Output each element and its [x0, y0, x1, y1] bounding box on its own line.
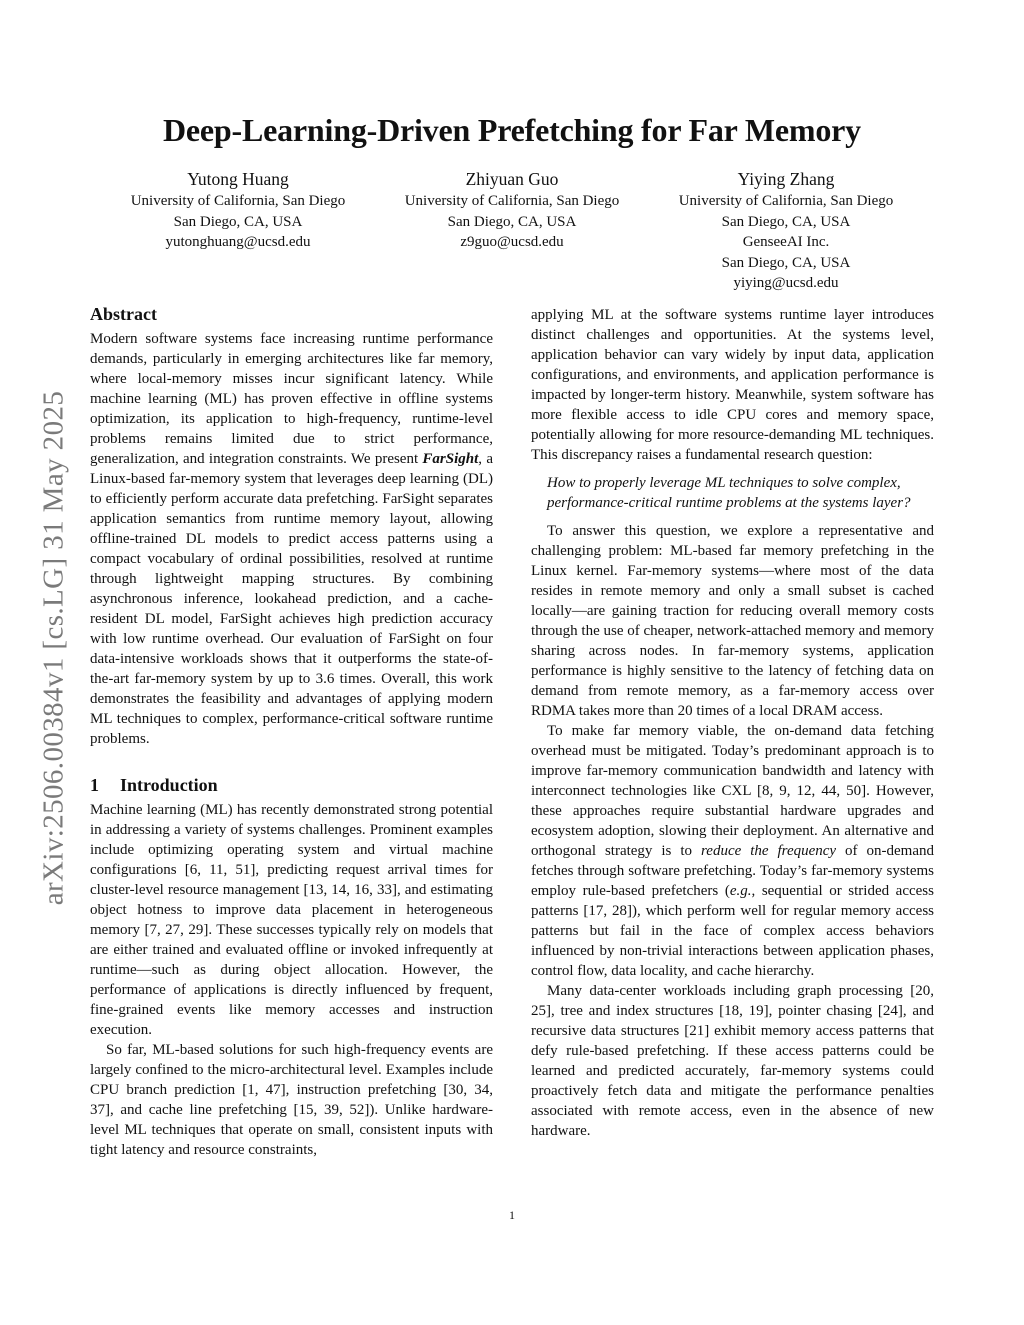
research-question: How to properly leverage ML techniques to solve complex, performance-critical runtime problems at the systems layer?	[547, 475, 911, 511]
page-number: 1	[509, 1208, 515, 1222]
abstract-heading: Abstract	[90, 304, 157, 324]
author-location: San Diego, CA, USA	[721, 213, 851, 230]
abstract-paragraph	[90, 329, 493, 749]
author-name: Zhiyuan Guo	[465, 169, 559, 189]
arxiv-id: arXiv:2506.00384v1 [cs.LG] 31 May 2025	[37, 390, 70, 906]
author-email: yiying@ucsd.edu	[733, 275, 839, 291]
author-block	[88, 168, 388, 253]
intro-paragraph-3: applying ML at the software systems runtime layer introduces distinct challenges and opportunities. At the systems level, application behavior can vary widely by input data, application configurations, and environments, and application performance is impacted by longer-term history. Meanwhile, system software has more flexible access to idle CPU cores and memory space, potentially allowing for more resource-demanding ML techniques. This discrepancy raises a fundamental research question:	[531, 307, 934, 463]
p5-text-1: To make far memory viable, the on-demand data fetching overhead must be mitigated. Today’s predominant approach is to improve far-memory communication bandwidth and latency with interconnect technologies like CXL [8, 9, 12, 44, 50]. However, these approaches require substantial hardware upgrades and ecosystem adoption, slowing their deployment. An alternative and orthogonal strategy is to	[531, 723, 934, 859]
author-affiliation: University of California, San Diego	[678, 193, 894, 209]
intro-paragraph-6: Many data-center workloads including graph processing [20, 25], tree and index structures [18, 19], pointer chasing [24], and recursive data structures [21] exhibit memory access patterns that defy rule-based prefetching. If these access patterns could be learned and predicted accurately, far-memory systems could proactively fetch data and mitigate the performance penalties associated with remote access, even in the absence of new hardware.	[531, 983, 934, 1139]
author-affiliation: University of California, San Diego	[404, 193, 620, 209]
author-block	[362, 168, 662, 253]
author-email: yutonghuang@ucsd.edu	[165, 234, 311, 250]
abstract-text-2: , a Linux-based far-memory system that leverages deep learning (DL) to efficiently perform accurate data prefetching. FarSight separates application semantics from runtime memory layout, allowing offline-trained DL models to predict access patterns using a compact vocabulary of ordinal possibilities, resolved at runtime through lightweight mapping structures. By combining asynchronous inference, lookahead prediction, and a cache-resident DL model, FarSight achieves high prediction accuracy with low runtime overhead. Our evaluation of FarSight on four data-intensive workloads shows that it outperforms the state-of-the-art far-memory system by up to 3.6 times. Overall, this work demonstrates the feasibility and advantages of applying modern ML techniques to complex, performance-critical software runtime problems.	[90, 451, 493, 747]
section-heading-introduction	[90, 773, 493, 797]
p5-text-3: , sequential or strided access patterns [17, 28]), which perform well for regular memory access patterns but fail in the face of complex access behaviors influenced by non-trivial interactions between application phases, control flow, data locality, and cache hierarchy.	[531, 883, 934, 979]
author-location-2: San Diego, CA, USA	[721, 254, 851, 271]
abstract-text-1: Modern software systems face increasing runtime performance demands, particularly in emerging architectures like far memory, where local-memory misses incur significant latency. While machine learning (ML) has proven effective in offline systems optimization, its application to high-frequency, runtime-level problems remains limited due to strict performance, generalization, and integration constraints. We present	[90, 331, 493, 467]
author-email: z9guo@ucsd.edu	[460, 234, 564, 250]
p5-emphasis: reduce the frequency	[701, 843, 837, 859]
section-number: 1	[90, 775, 99, 795]
author-name: Yiying Zhang	[737, 169, 835, 189]
author-affiliation: University of California, San Diego	[130, 193, 346, 209]
p5-text-2: of on-demand fetches through software prefetching. Today’s far-memory systems employ rule-based prefetchers (	[531, 843, 934, 899]
author-location: San Diego, CA, USA	[447, 213, 577, 230]
intro-paragraph-2: So far, ML-based solutions for such high-frequency events are largely confined to the micro-architectural level. Examples include CPU branch prediction [1, 47], instruction prefetching [30, 34, 37], and cache line prefetching [15, 39, 52]). Unlike hardware-level ML techniques that operate on small, consistent inputs with tight latency and resource constraints,	[90, 1042, 493, 1158]
author-location: San Diego, CA, USA	[173, 213, 303, 230]
system-name: FarSight	[422, 451, 479, 467]
intro-paragraph-4: To answer this question, we explore a representative and challenging problem: ML-based far memory prefetching in the Linux kernel. Far-memory systems—where most of the data resides in remote memory and only a small subset is cached locally—are gaining traction for reducing overall memory costs through the use of cheaper, network-attached memory and memory sharing across nodes. In far-memory systems, application performance is highly sensitive to the latency of fetching data on demand from remote memory, as a far-memory access over RDMA takes more than 20 times of a local DRAM access.	[531, 523, 935, 719]
right-column	[531, 305, 934, 1141]
paper-title: Deep-Learning-Driven Prefetching for Far Memory	[163, 112, 861, 148]
left-column	[90, 300, 493, 1160]
intro-paragraph-5	[531, 721, 934, 981]
author-affiliation-2: GenseeAI Inc.	[742, 234, 830, 250]
p5-eg: e.g.	[729, 883, 752, 899]
author-block	[636, 168, 936, 294]
intro-paragraph-1: Machine learning (ML) has recently demonstrated strong potential in addressing a variety of systems challenges. Prominent examples include optimizing operating system and virtual machine configurations [6, 11, 51], predicting request arrival times for cluster-level resource management [13, 14, 16, 33], and estimating object hotness to improve data placement in heterogeneous memory [7, 27, 29]. These successes typically rely on models that are either trained and evaluated offline or invoked infrequently at runtime—such as during object allocation. However, the performance of applications is directly influenced by frequent, fine-grained events like memory accesses and instruction execution.	[90, 802, 493, 1038]
section-title: Introduction	[120, 775, 218, 795]
author-name: Yutong Huang	[187, 169, 289, 189]
